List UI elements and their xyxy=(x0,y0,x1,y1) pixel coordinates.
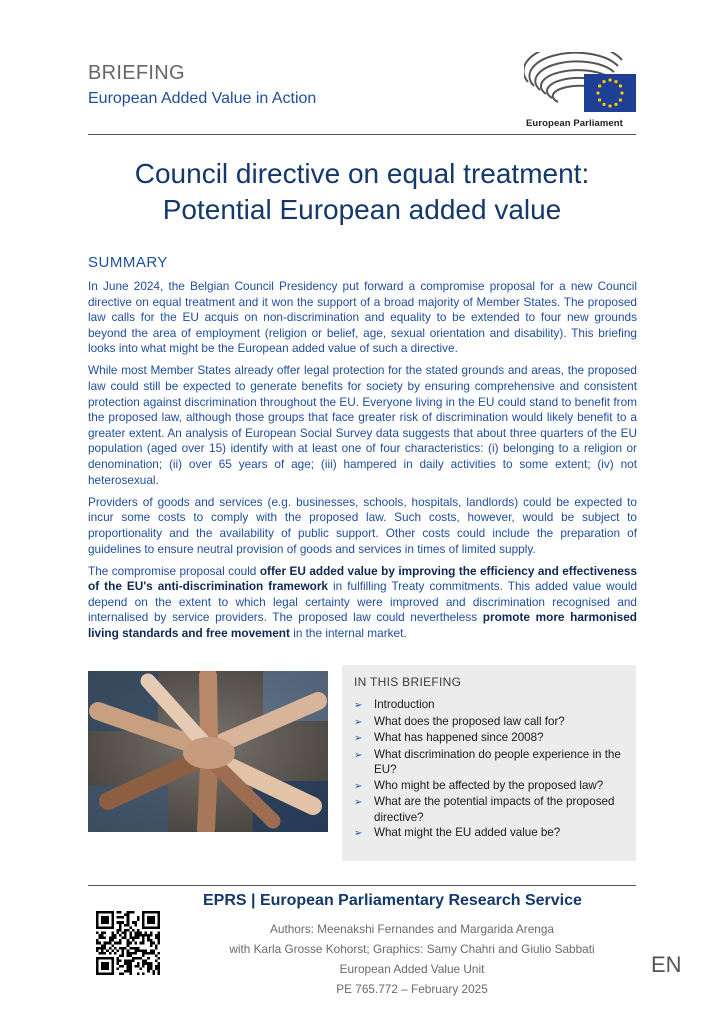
footer-divider xyxy=(88,885,636,886)
summary-p4-highlight-2: promote more harmonised living standards and free movement xyxy=(88,610,637,640)
toc-item[interactable] xyxy=(354,747,624,778)
arrow-bullet-icon: ➢ xyxy=(354,716,363,728)
arrow-bullet-icon: ➢ xyxy=(354,749,363,761)
summary-p4-text-c: in the internal market. xyxy=(289,625,407,640)
toc-list xyxy=(354,697,624,842)
toc-item-label: What has happened since 2008? xyxy=(374,731,544,744)
contributors-line: with Karla Grosse Kohorst; Graphics: Samy Chahri and Giulio Sabbati xyxy=(229,942,595,956)
parliament-hemicycle-icon xyxy=(524,52,638,114)
summary-p4-text-a: The compromise proposal could xyxy=(88,563,260,578)
toc-item[interactable] xyxy=(354,697,624,714)
summary-paragraph-2: While most Member States already offer legal protection for the stated grounds and areas, the proposed law could still be expected to generate benefits for society by ensuring comprehensive and consistent protection against discrimination throughout the EU. Everyone living in the EU could stand to benefit from the proposed law, although those groups that face greater risk of discrimination would likely benefit to a greater extent. An analysis of European Social Survey data suggests that about three quarters of the EU population (aged over 15) identify with at least one of four characteristics: (i) belonging to a religion or denomination; (ii) over 65 years of age; (iii) hampered in daily activities to some extent; (iv) not heterosexual. xyxy=(88,363,637,487)
summary-p4-highlight-1: offer EU added value by improving the efficiency and effectiveness of the EU's anti-discrimination framework xyxy=(88,563,638,594)
toc-title: IN THIS BRIEFING xyxy=(354,675,462,689)
toc-item[interactable] xyxy=(354,778,624,795)
toc-item-label: Introduction xyxy=(374,698,435,711)
arrow-bullet-icon: ➢ xyxy=(354,733,363,744)
summary-paragraph-3: Providers of goods and services (e.g. businesses, schools, hospitals, landlords) could be expected to incur some costs to comply with the proposed law. Such costs, however, would be subject to proportionality and the availability of public support. Other costs could include the preparation of guidelines to ensure neutral provision of goods and services in times of limited supply. xyxy=(88,494,637,556)
document-title xyxy=(88,156,636,228)
in-this-briefing-box xyxy=(342,665,636,861)
header-divider xyxy=(88,134,636,135)
briefing-label: BRIEFING xyxy=(88,62,185,84)
european-parliament-logo xyxy=(524,52,638,132)
arrow-bullet-icon: ➢ xyxy=(354,700,363,711)
unit-line: European Added Value Unit xyxy=(339,962,485,976)
eprs-heading: EPRS | European Parliamentary Research Service xyxy=(203,892,582,909)
stacked-hands-photo xyxy=(88,671,328,832)
arrow-bullet-icon: ➢ xyxy=(354,797,363,808)
logo-caption: European Parliament xyxy=(526,118,623,129)
series-label: European Added Value in Action xyxy=(88,90,317,107)
language-code: EN xyxy=(651,952,682,977)
summary-paragraph-1: In June 2024, the Belgian Council Presidency put forward a compromise proposal for a new Council directive on equal treatment and it won the support of a broad majority of Member States. The proposed law calls for the EU acquis on non-discrimination and equality to be extended to four new grounds beyond the area of employment (religion or belief, age, sexual orientation and disability). This briefing looks into what might be the European added value of such a directive. xyxy=(88,279,637,356)
toc-item[interactable] xyxy=(354,825,624,842)
toc-item-label: Who might be affected by the proposed law? xyxy=(374,778,604,792)
toc-item-label: What might the EU added value be? xyxy=(374,826,561,839)
toc-item[interactable] xyxy=(354,714,624,731)
reference-line: PE 765.772 – February 2025 xyxy=(336,982,488,996)
toc-item-label: What does the proposed law call for? xyxy=(374,714,565,728)
toc-item-label: What discrimination do people experience in the EU? xyxy=(374,747,621,776)
summary-p4-text-b: in fulfilling Treaty commitments. This added value would depend on the extent to which legal certainty were improved and discrimination recognised and internalised by service providers. The proposed law could nevertheless xyxy=(88,579,638,625)
toc-item[interactable] xyxy=(354,730,624,747)
summary-heading: SUMMARY xyxy=(88,254,168,271)
arrow-bullet-icon: ➢ xyxy=(354,780,363,792)
summary-body xyxy=(88,279,637,648)
title-line-2: Potential European added value xyxy=(162,194,562,225)
toc-item-label: What are the potential impacts of the proposed directive? xyxy=(374,795,615,824)
title-line-1: Council directive on equal treatment: xyxy=(134,158,590,189)
qr-code-icon[interactable] xyxy=(96,911,160,975)
summary-paragraph-4 xyxy=(88,564,637,642)
arrow-bullet-icon: ➢ xyxy=(354,828,363,839)
toc-item[interactable] xyxy=(354,794,624,825)
authors-line: Authors: Meenakshi Fernandes and Margarida Arenga xyxy=(270,922,554,936)
